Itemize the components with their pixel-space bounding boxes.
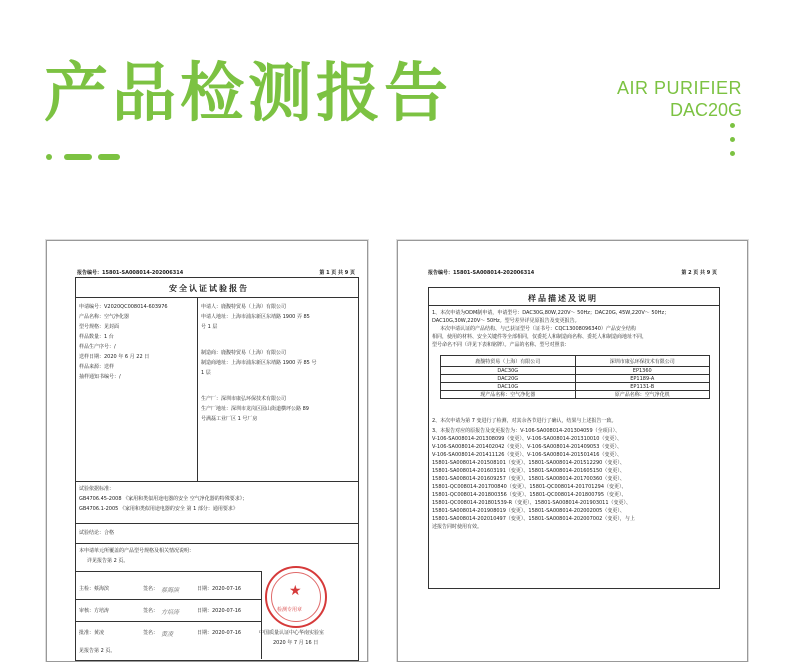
factory-address-2: 号满磊工业厂区 1 号厂房 (201, 416, 258, 422)
table-header-right: 深圳市康弘环保技术有限公司 (575, 356, 710, 367)
conclusion: 试验结论：合格 (79, 530, 115, 536)
note-line: 2、本次申请为第 7 变进行了检测，对其余各节进行了确认，结果与上述报告一致。 (432, 418, 617, 424)
report-title: 安全认证试验报告 (169, 284, 249, 293)
apply-no: 申请编号：V2020QC008014-603976 (79, 304, 168, 310)
remark-line-1: 本申请单元所覆盖的产品型号规格及相关情况说明： (79, 548, 195, 554)
reviewer: 审核：方培涛 (79, 608, 110, 614)
manufacturer-address: 制造商地址：上海市浦东新区东靖路 1900 弄 85 号 (201, 360, 317, 366)
sample-qty: 样品数量：1 台 (79, 334, 114, 340)
table-row (441, 356, 710, 367)
applicant-address: 申请人地址：上海市浦东新区东靖路 1900 弄 85 (201, 314, 310, 320)
approver-date: 日期：2020-07-16 (197, 630, 242, 636)
page-title: 产品检测报告 (44, 57, 452, 131)
note-line: V-106-SA008014-201411126（变更）、V-106-SA008014-201501416（变更）、 (432, 452, 622, 458)
table-header-left: 鹿馥特贸易（上海）有限公司 (441, 356, 576, 367)
report-number: 报告编号：15801-SA008014-202006314 (77, 270, 184, 276)
inspector: 主检：蔡海滨 (79, 586, 110, 592)
page-footer-note: 见报告第 2 页。 (79, 648, 116, 654)
table-row (441, 375, 710, 383)
note-line: 述报告同时使用有效。 (432, 524, 483, 530)
approver-signature: 黄凌 (161, 631, 174, 638)
note-line: 15801-QC008014-201801539-R（变更）、15801-SA008014-201903011（变更）、 (432, 500, 632, 506)
note-line: 15801-QC008014-201700840（变更）、15801-QC008014-201701294（变更）、 (432, 484, 627, 490)
note-line: 15801-SA008014-202010497（变更）、15801-SA008014-202007002（变更），与上 (432, 516, 635, 522)
basis-label: 试验依据标准： (79, 486, 115, 492)
table-cell: DAC20G (441, 375, 576, 383)
table-cell: DAC10G (441, 383, 576, 391)
note-line: V-106-SA008014-201402042（变更）、V-106-SA008014-201409053（变更）、 (432, 444, 622, 450)
remark-line-2: 详见报告第 2 页。 (87, 558, 129, 564)
report-number: 报告编号：15801-SA008014-202006314 (428, 270, 535, 276)
sampling-notice: 抽样通知书编号：/ (79, 374, 121, 380)
reviewer-signature: 方培涛 (161, 609, 180, 616)
table-cell: 原产品名称：空气净化机 (575, 391, 710, 399)
product-name: 产品名称：空气净化器 (79, 314, 130, 320)
page-number: 第 1 页 共 9 页 (319, 270, 355, 276)
lab-name: 中国质量认证中心华南实验室 (259, 630, 325, 636)
table-cell: 现产品名称：空气净化器 (441, 391, 576, 399)
description-line: DAC10G,30W,220V～ 50Hz。型号差异详见原报告及变更报告。 (432, 318, 580, 324)
reviewer-sign-label: 签名： (143, 608, 159, 614)
table-row (441, 367, 710, 375)
description-line: 本次申请认证的产品结构、与已获证型号（证书号：CQC13008096340）产品安全结构 (440, 326, 636, 332)
factory-address: 生产厂地址：深圳市龙岗区园山街道横坪公路 89 (201, 406, 309, 412)
description-line: 型号命名不同（详见下表和铭牌）。产品的名称、型号对照表： (432, 342, 570, 348)
brand-line-1: AIR PURIFIER (616, 78, 742, 98)
note-line: V-106-SA008014-201308099（变更）、V-106-SA008014-201310010（变更）、 (432, 436, 622, 442)
description-line: 1、本次申请为ODM制申请，申请型号：DAC30G,80W,220V～ 50Hz；DAC20G, 45W,220V～ 50Hz； (432, 310, 670, 316)
description-line: 相同，使用的材料、安全关键件等全部相同，仅委托人和制造商名称、委托人和制造商地址不同， (432, 334, 648, 340)
table-cell: EP1189-A (575, 375, 710, 383)
note-line: 15801-SA008014-201603191（变更）、15801-SA008014-201605150（变更）、 (432, 468, 625, 474)
reviewer-date: 日期：2020-07-16 (197, 608, 242, 614)
model-mapping-table (440, 355, 710, 399)
table-cell: DAC30G (441, 367, 576, 375)
delivery-date: 送样日期：2020 年 6 月 22 日 (79, 354, 150, 360)
model: 型号规格：见封面 (79, 324, 120, 330)
approver-sign-label: 签名： (143, 630, 159, 636)
table-row (441, 383, 710, 391)
manufacturer: 制造商：鹿馥特贸易（上海）有限公司 (201, 350, 287, 356)
table-row (441, 391, 710, 399)
inspector-date: 日期：2020-07-16 (197, 586, 242, 592)
table-cell: EP1131-B (575, 383, 710, 391)
sample-source: 样品来源：送样 (79, 364, 115, 370)
report-page-1 (46, 240, 368, 662)
manufacturer-address-2: 1 层 (201, 370, 211, 376)
lab-date: 2020 年 7 月 16 日 (273, 640, 319, 646)
factory: 生产厂：深圳市康弘环保技术有限公司 (201, 396, 287, 402)
basis-standard-1: GB4706.45-2008 《家用和类似用途电器的安全 空气净化器的特殊要求》； (79, 496, 248, 502)
basis-standard-2: GB4706.1-2005 《家用和类似用途电器的安全 第 1 部分：通用要求》 (79, 506, 238, 512)
table-cell: EP1360 (575, 367, 710, 375)
note-line: 15801-QC008014-201800356（变更）、15801-QC008014-201800795（变更）、 (432, 492, 627, 498)
applicant-address-2: 号 1 层 (201, 324, 218, 330)
note-line: 15801-SA008014-201508101（变更）、15801-SA008014-201512290（变更）、 (432, 460, 625, 466)
applicant: 申请人：鹿馥特贸易（上海）有限公司 (201, 304, 287, 310)
inspector-sign-label: 签名： (143, 586, 159, 592)
inspector-signature: 蔡海滨 (161, 587, 180, 594)
sample-serial: 样品生产序号：/ (79, 344, 116, 350)
note-line: 15801-SA008014-201609257（变更）、15801-SA008014-201700360（变更）、 (432, 476, 625, 482)
brand-line-2: DAC20G (669, 100, 742, 120)
note-line: 3、本报告对应的原报告及变更报告为：V-106-SA008014-201304059（全项目）、 (432, 428, 621, 434)
description-title: 样品描述及说明 (528, 294, 598, 303)
report-page-2 (397, 240, 748, 662)
page-number: 第 2 页 共 9 页 (681, 270, 717, 276)
decorative-dots (730, 123, 736, 165)
note-line: 15801-SA008014-201908019（变更）、15801-SA008014-202002005（变更）、 (432, 508, 625, 514)
red-seal-stamp: ★ 检测专用章 (265, 566, 327, 628)
approver: 批准：黄凌 (79, 630, 105, 636)
